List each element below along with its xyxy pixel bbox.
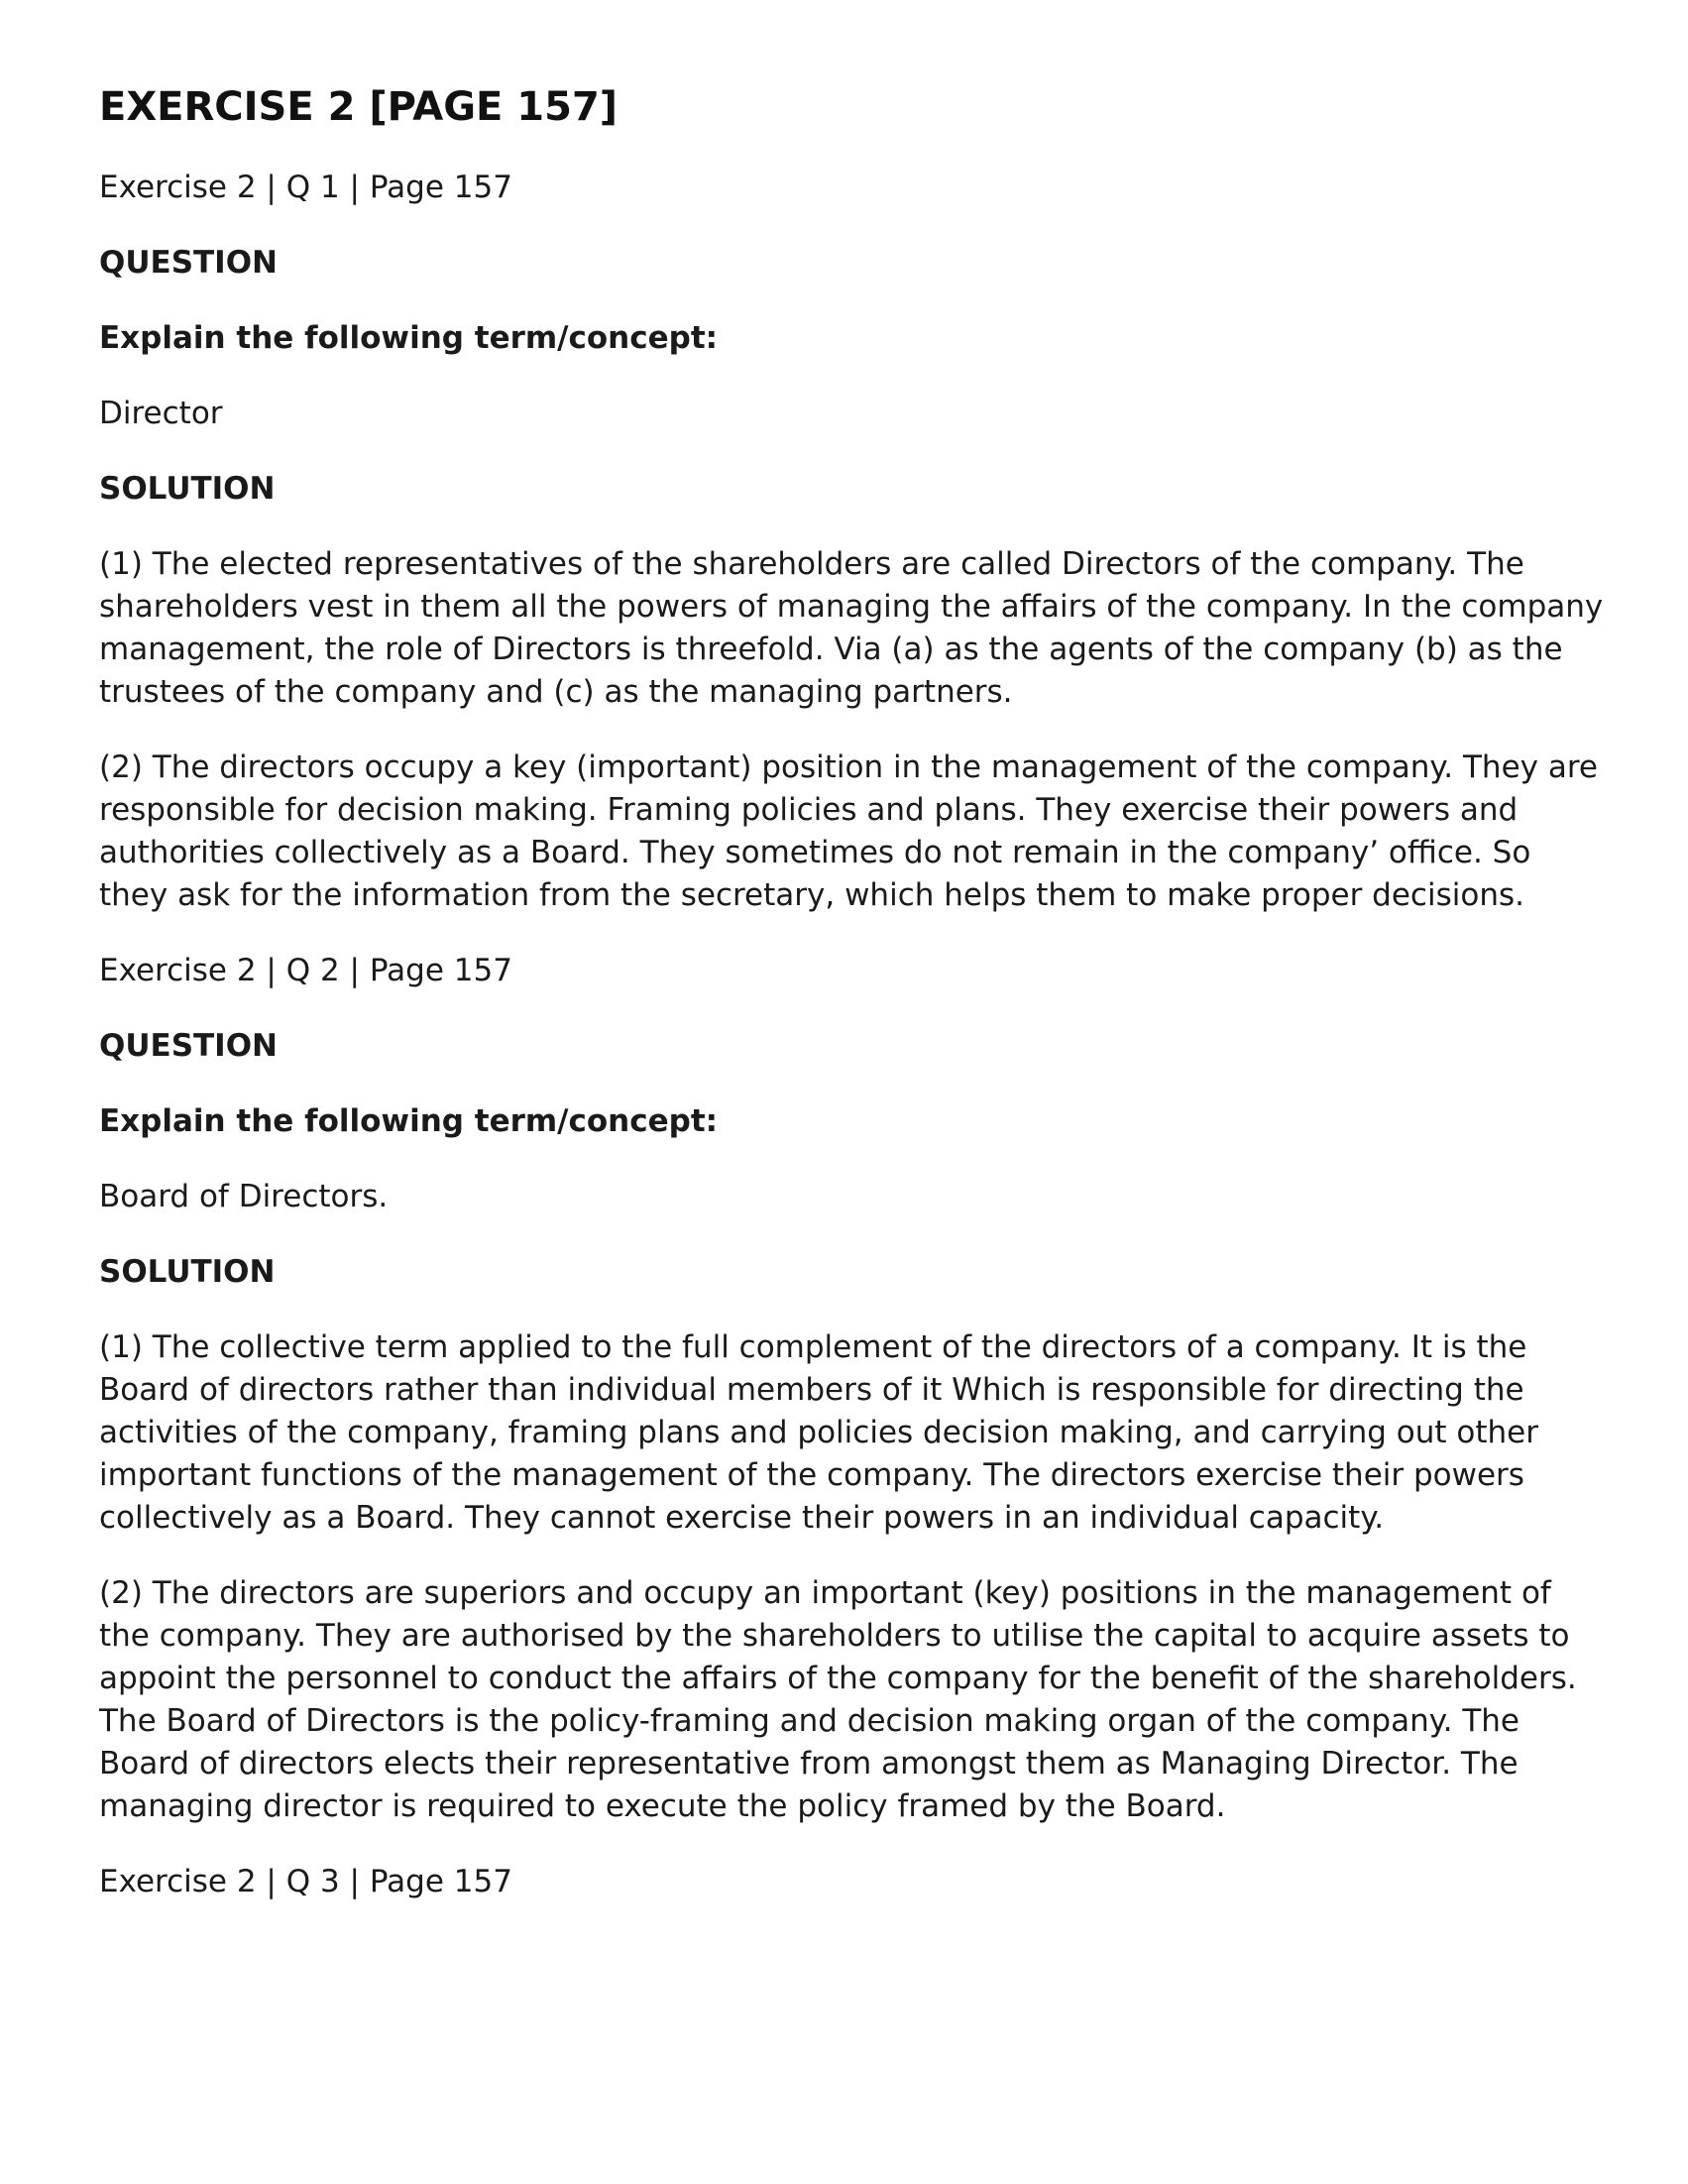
document-page (99, 83, 1606, 1936)
page-title: EXERCISE 2 [PAGE 157] (99, 84, 619, 130)
solution-paragraph: (2) The directors are superiors and occupy an important (key) positions in the management of the company. They are authorised by the shareholders to utilise the capital to acquire assets to appoint the personnel to conduct the affairs of the company for the benefit of the shareholders. The Board of Directors is the policy-framing and decision making organ of the company. The Board of directors elects their representative from amongst them as Managing Director. The managing director is required to execute the policy framed by the Board. (99, 1575, 1577, 1824)
next-question-reference: Exercise 2 | Q 3 | Page 157 (99, 1864, 512, 1899)
solution-paragraph: (2) The directors occupy a key (important) position in the management of the company. They are responsible for decision making. Framing policies and plans. They exercise their powers and authorities collectively as a Board. They sometimes do not remain in the company’ office. So they ask for the information from the secretary, which helps them to make proper decisions. (99, 749, 1598, 913)
question-prompt: Explain the following term/concept: (99, 1103, 719, 1139)
question-term: Board of Directors. (99, 1179, 389, 1214)
solution-label: SOLUTION (99, 1254, 276, 1290)
solution-paragraph: (1) The elected representatives of the shareholders are called Directors of the company. The shareholders vest in them all the powers of managing the affairs of the company. In the company management, the role of Directors is threefold. Via (a) as the agents of the company (b) as the trustees of the company and (c) as the managing partners. (99, 546, 1604, 710)
question-reference: Exercise 2 | Q 2 | Page 157 (99, 953, 512, 988)
question-block-2 (99, 950, 1606, 1828)
question-prompt: Explain the following term/concept: (99, 320, 719, 356)
question-label: QUESTION (99, 1028, 279, 1064)
question-block-1 (99, 167, 1606, 917)
question-reference: Exercise 2 | Q 1 | Page 157 (99, 170, 512, 205)
question-label: QUESTION (99, 245, 279, 281)
solution-label: SOLUTION (99, 471, 276, 507)
solution-paragraph: (1) The collective term applied to the full complement of the directors of a company. It is the Board of directors rather than individual members of it Which is responsible for directing the activities of the company, framing plans and policies decision making, and carrying out other important functions of the management of the company. The directors exercise their powers collectively as a Board. They cannot exercise their powers in an individual capacity. (99, 1329, 1538, 1536)
question-term: Director (99, 396, 223, 431)
